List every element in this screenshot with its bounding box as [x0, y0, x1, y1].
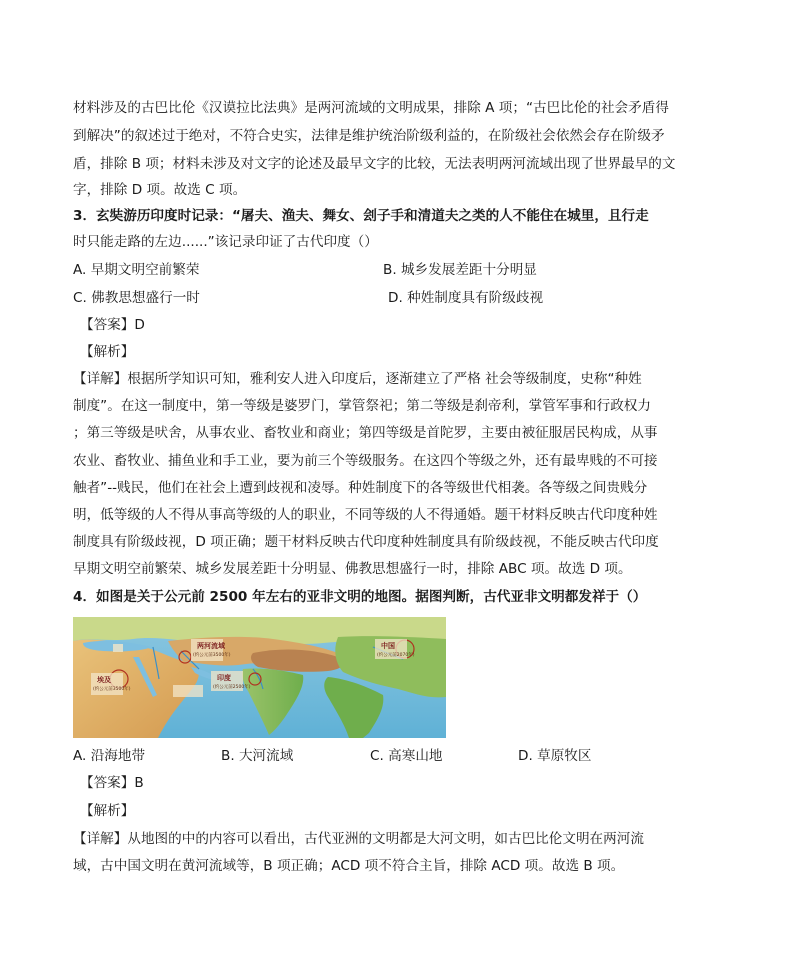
- q3-detail-line: ；第三等级是吠舍，从事农业、畜牧业和商业；第四等级是首陀罗，主要由被征服居民构成，从事: [73, 425, 658, 441]
- q4-option-d: D. 草原牧区: [518, 748, 592, 764]
- q4-detail-line: 域，古中国文明在黄河流域等，B 项正确；ACD 项不符合主旨，排除 ACD 项。故选 B 项。: [73, 858, 625, 874]
- q3-detail-line: 触者”--贱民，他们在社会上遭到歧视和凌辱。种姓制度下的各等级世代相袭。各等级之间贵贱分: [73, 480, 648, 496]
- map-sub-mesopotamia: (约公元前3500年): [193, 653, 231, 658]
- text-line: 盾，排除 B 项；材料未涉及对文字的论述及最早文字的比较，无法表明两河流域出现了世界最早的文: [73, 156, 676, 172]
- map-label-egypt: 埃及: [97, 676, 111, 684]
- question-3-stem-cont: 时只能走路的左边......”该记录印证了古代印度（）: [73, 234, 378, 250]
- q3-detail-line: 早期文明空前繁荣、城乡发展差距十分明显、佛教思想盛行一时，排除 ABC 项。故选 D 项。: [73, 561, 632, 577]
- question-3-stem: 3．玄奘游历印度时记录：“屠夫、渔夫、舞女、刽子手和清道夫之类的人不能住在城里，且行走: [73, 208, 649, 224]
- map-sub-china: (约公元前2070年): [377, 653, 415, 658]
- q3-analysis-heading: 【解析】: [80, 344, 135, 360]
- map-label-india: 印度: [217, 674, 231, 682]
- q4-detail-line: 【详解】从地图的中的内容可以看出，古代亚洲的文明都是大河文明，如古巴比伦文明在两河流: [73, 831, 644, 847]
- map-label-china: 中国: [381, 642, 395, 650]
- q3-answer: 【答案】D: [80, 317, 145, 333]
- q4-answer: 【答案】B: [80, 775, 144, 791]
- q3-option-a: A. 早期文明空前繁荣: [73, 262, 200, 278]
- text-line: 材料涉及的古巴比伦《汉谟拉比法典》是两河流域的文明成果，排除 A 项；“古巴比伦的社会矛盾得: [73, 100, 669, 116]
- q3-detail-line: 【详解】根据所学知识可知，雅利安人进入印度后，逐渐建立了严格 社会等级制度，史称“种姓: [73, 371, 642, 387]
- q4-option-a: A. 沿海地带: [73, 748, 146, 764]
- q3-detail-line: 制度具有阶级歧视，D 项正确；题干材料反映古代印度种姓制度具有阶级歧视，不能反映古代印度: [73, 534, 659, 550]
- map-sub-india: (约公元前2500年): [213, 685, 251, 690]
- text-line: 到解决”的叙述过于绝对，不符合史实，法律是维护统治阶级利益的，在阶级社会依然会存在阶级矛: [73, 128, 665, 144]
- question-4-stem: 4．如图是关于公元前 2500 年左右的亚非文明的地图。据图判断，古代亚非文明都发祥于（）: [73, 589, 647, 605]
- q3-option-c: C. 佛教思想盛行一时: [73, 290, 200, 306]
- q3-option-b: B. 城乡发展差距十分明显: [383, 262, 537, 278]
- q3-detail-line: 农业、畜牧业、捕鱼业和手工业，要为前三个等级服务。在这四个等级之外，还有最卑贱的不可接: [73, 453, 658, 469]
- q3-option-d: D. 种姓制度具有阶级歧视: [388, 290, 544, 306]
- text-line: 字，排除 D 项。故选 C 项。: [73, 182, 247, 198]
- q4-option-c: C. 高寒山地: [370, 748, 443, 764]
- q4-analysis-heading: 【解析】: [80, 803, 135, 819]
- map-sub-egypt: (约公元前3500年): [93, 687, 131, 692]
- q3-detail-line: 制度”。在这一制度中，第一等级是婆罗门，掌管祭祀；第二等级是刹帝利，掌管军事和行政权力: [73, 398, 651, 414]
- q4-option-b: B. 大河流域: [221, 748, 294, 764]
- asia-africa-civilizations-map: [73, 617, 446, 738]
- q3-detail-line: 明，低等级的人不得从事高等级的人的职业，不同等级的人不得通婚。题干材料反映古代印度种姓: [73, 507, 658, 523]
- map-label-mesopotamia: 两河流域: [197, 642, 225, 650]
